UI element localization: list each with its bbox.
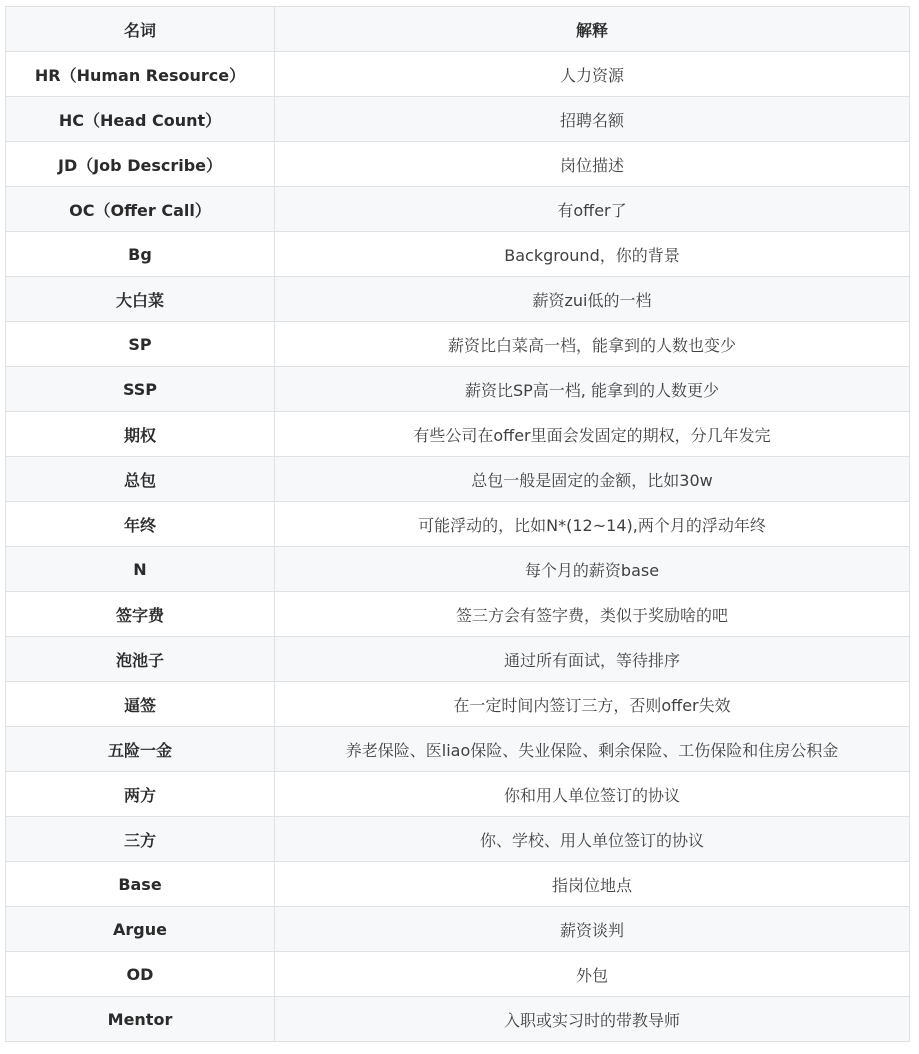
description-cell: 入职或实习时的带教导师	[275, 997, 910, 1042]
term-cell: 逼签	[6, 682, 275, 727]
table-row	[6, 367, 910, 412]
term-cell: Mentor	[6, 997, 275, 1042]
description-cell: 每个月的薪资base	[275, 547, 910, 592]
term-cell: SP	[6, 322, 275, 367]
table-row	[6, 322, 910, 367]
description-cell: 薪资比白菜高一档，能拿到的人数也变少	[275, 322, 910, 367]
table-row	[6, 412, 910, 457]
description-cell: 有些公司在offer里面会发固定的期权，分几年发完	[275, 412, 910, 457]
description-cell: 签三方会有签字费，类似于奖励啥的吧	[275, 592, 910, 637]
description-cell: 可能浮动的，比如N*(12~14),两个月的浮动年终	[275, 502, 910, 547]
table-row	[6, 502, 910, 547]
description-cell: 薪资比SP高一档, 能拿到的人数更少	[275, 367, 910, 412]
table-row	[6, 637, 910, 682]
description-cell: 指岗位地点	[275, 862, 910, 907]
term-cell: 期权	[6, 412, 275, 457]
description-cell: Background，你的背景	[275, 232, 910, 277]
term-cell: 总包	[6, 457, 275, 502]
description-cell: 人力资源	[275, 52, 910, 97]
table-row	[6, 547, 910, 592]
table-body	[6, 52, 910, 1042]
table-row	[6, 952, 910, 997]
description-cell: 通过所有面试，等待排序	[275, 637, 910, 682]
description-cell: 外包	[275, 952, 910, 997]
term-cell: 泡池子	[6, 637, 275, 682]
table-row	[6, 52, 910, 97]
header-row	[6, 7, 910, 52]
description-cell: 有offer了	[275, 187, 910, 232]
description-cell: 总包一般是固定的金额，比如30w	[275, 457, 910, 502]
table-row	[6, 232, 910, 277]
header-description: 解释	[275, 7, 910, 52]
term-cell: 签字费	[6, 592, 275, 637]
table-row	[6, 772, 910, 817]
description-cell: 你和用人单位签订的协议	[275, 772, 910, 817]
description-cell: 招聘名额	[275, 97, 910, 142]
term-cell: HC（Head Count）	[6, 97, 275, 142]
term-cell: SSP	[6, 367, 275, 412]
term-cell: 两方	[6, 772, 275, 817]
term-cell: 年终	[6, 502, 275, 547]
term-cell: Bg	[6, 232, 275, 277]
term-cell: HR（Human Resource）	[6, 52, 275, 97]
table-row	[6, 682, 910, 727]
table-row	[6, 862, 910, 907]
description-cell: 在一定时间内签订三方，否则offer失效	[275, 682, 910, 727]
table-row	[6, 592, 910, 637]
description-cell: 养老保险、医liao保险、失业保险、剩余保险、工伤保险和住房公积金	[275, 727, 910, 772]
header-term: 名词	[6, 7, 275, 52]
table-row	[6, 817, 910, 862]
table-row	[6, 187, 910, 232]
description-cell: 薪资谈判	[275, 907, 910, 952]
term-cell: 大白菜	[6, 277, 275, 322]
table-row	[6, 97, 910, 142]
glossary-table	[5, 6, 910, 1042]
term-cell: OC（Offer Call）	[6, 187, 275, 232]
term-cell: OD	[6, 952, 275, 997]
table-row	[6, 907, 910, 952]
table-row	[6, 997, 910, 1042]
table-row	[6, 277, 910, 322]
table-row	[6, 457, 910, 502]
term-cell: Base	[6, 862, 275, 907]
table-row	[6, 727, 910, 772]
term-cell: JD（Job Describe）	[6, 142, 275, 187]
description-cell: 你、学校、用人单位签订的协议	[275, 817, 910, 862]
term-cell: Argue	[6, 907, 275, 952]
glossary-table-container	[5, 6, 909, 1042]
description-cell: 岗位描述	[275, 142, 910, 187]
term-cell: 三方	[6, 817, 275, 862]
description-cell: 薪资zui低的一档	[275, 277, 910, 322]
term-cell: 五险一金	[6, 727, 275, 772]
term-cell: N	[6, 547, 275, 592]
table-header	[6, 7, 910, 52]
table-row	[6, 142, 910, 187]
